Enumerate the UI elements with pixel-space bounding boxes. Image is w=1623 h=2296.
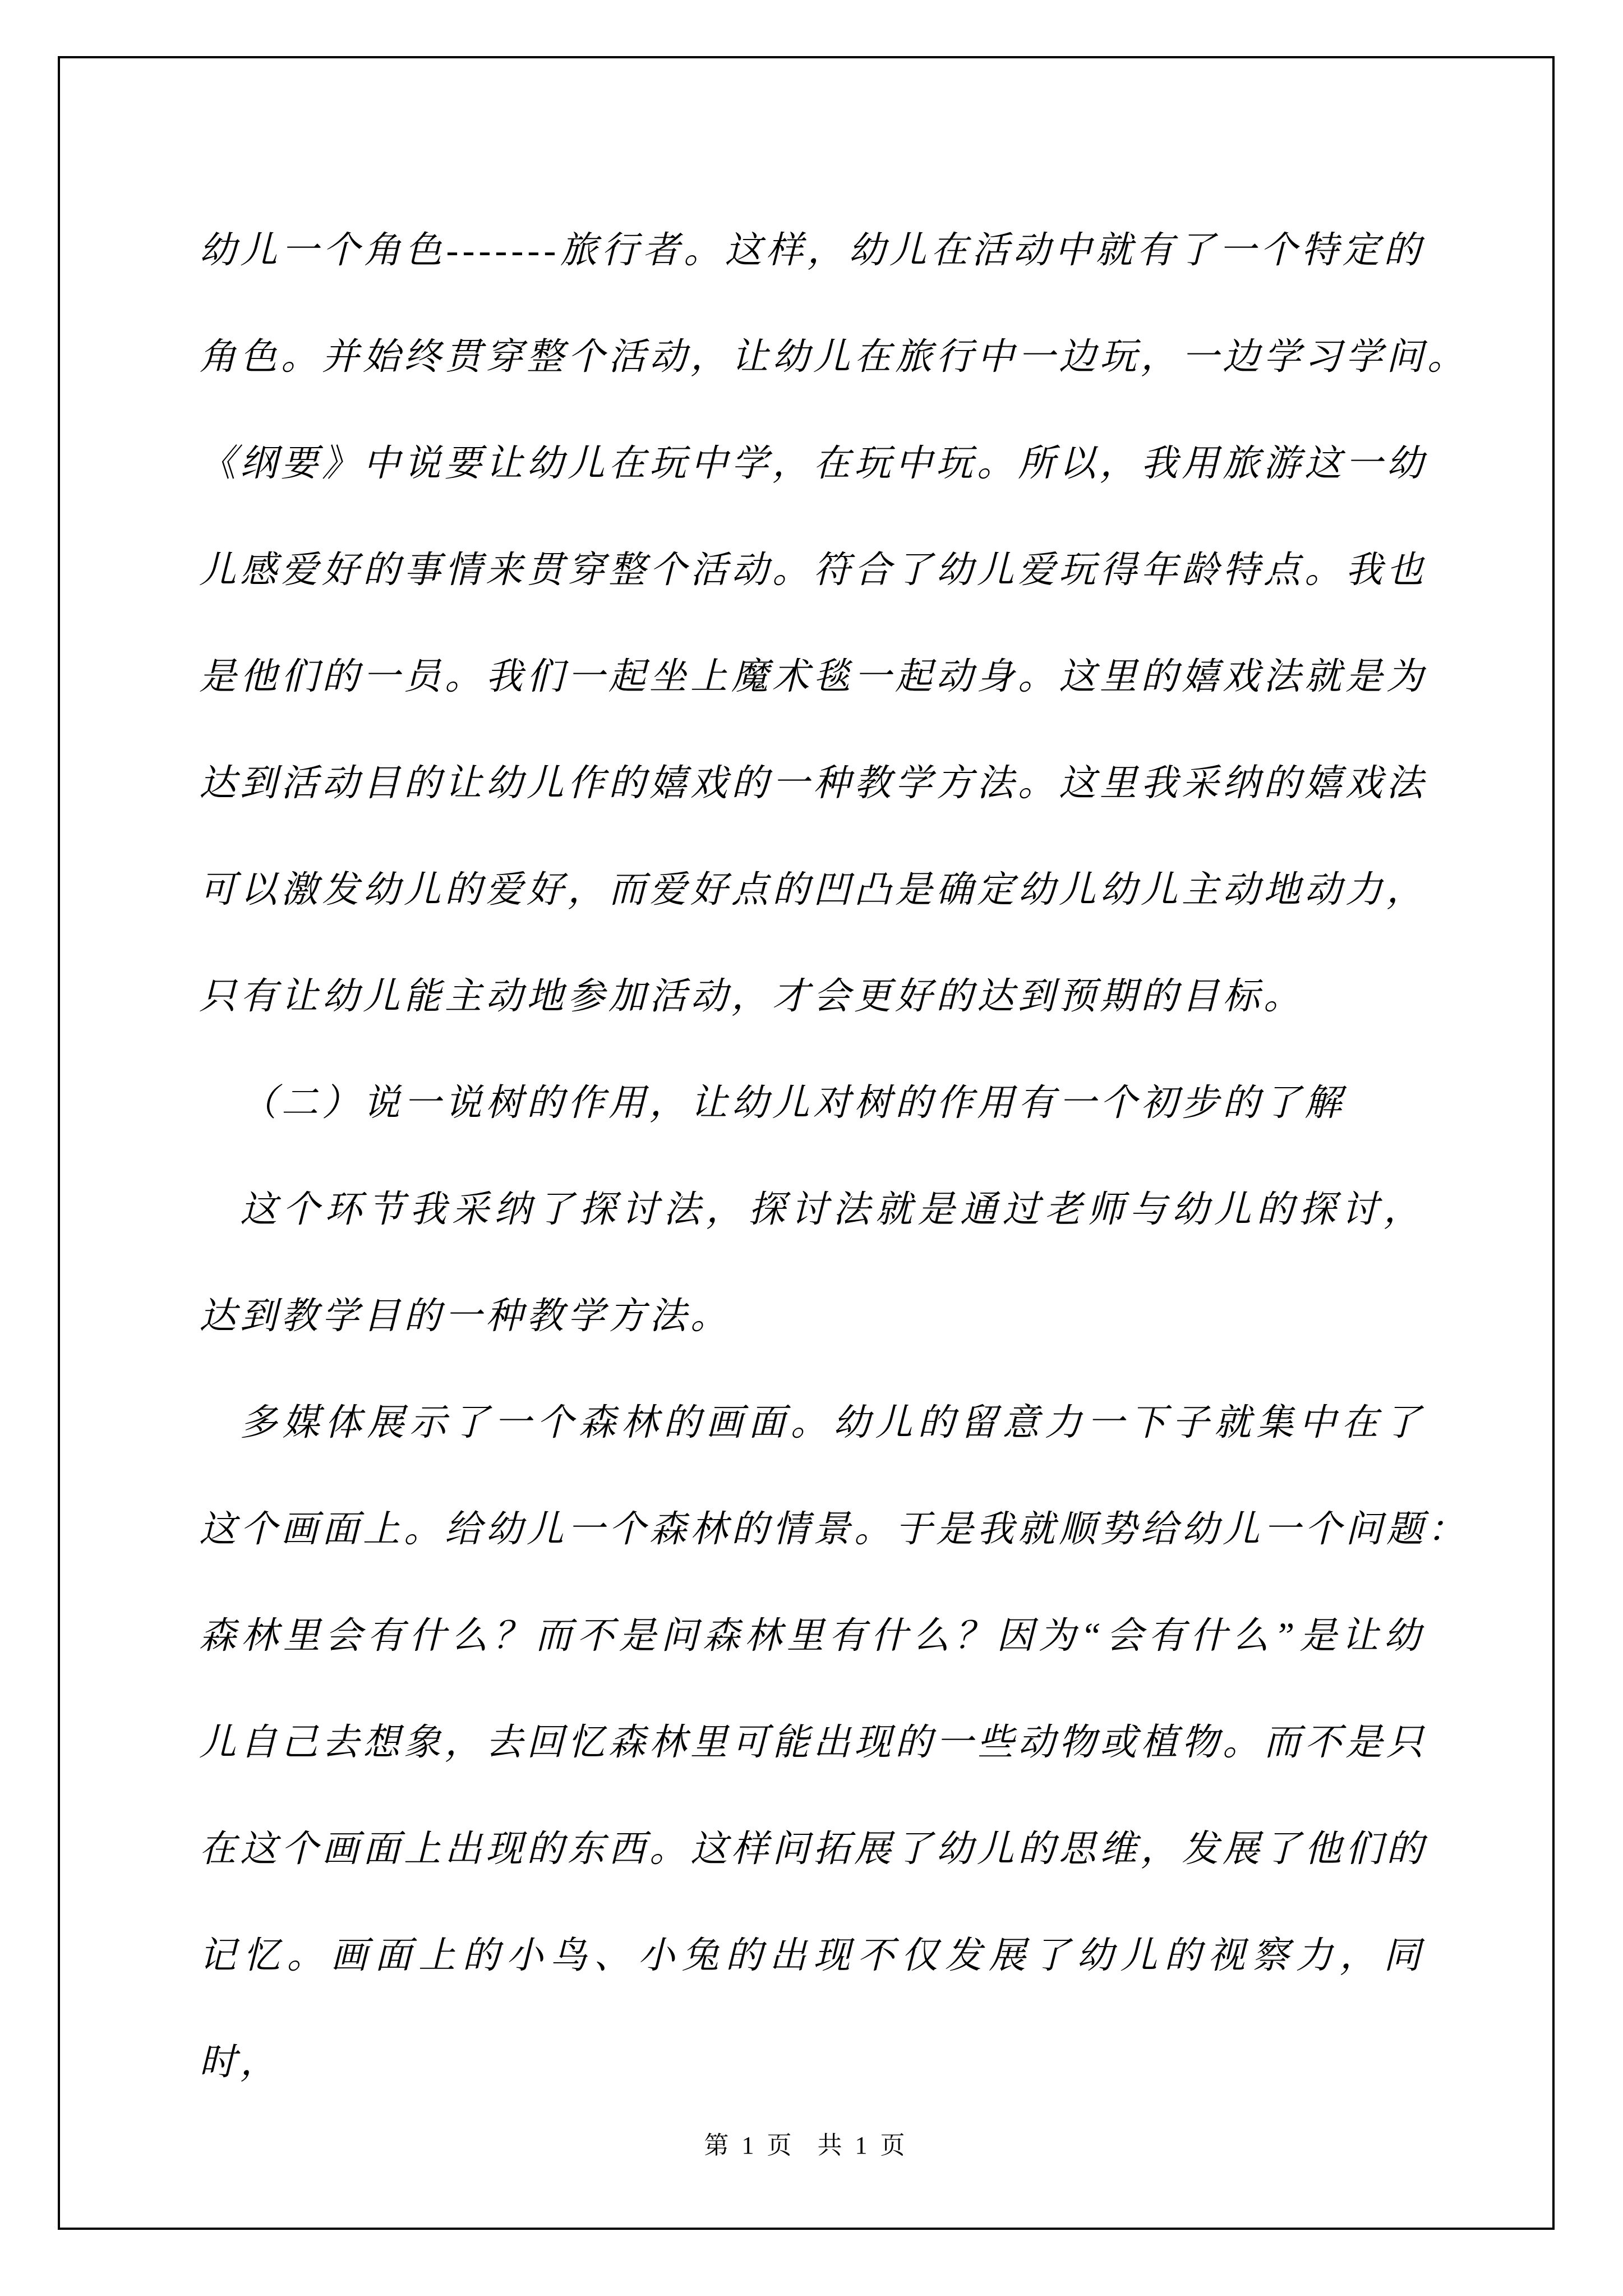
text-line: 是他们的一员。我们一起坐上魔术毯一起动身。这里的嬉戏法就是为	[199, 656, 1427, 697]
text-line: 儿自己去想象，去回忆森林里可能出现的一些动物或植物。而不是只	[199, 1722, 1427, 1763]
text-line: （二）说一说树的作用，让幼儿对树的作用有一个初步的了解	[240, 1083, 1345, 1124]
paragraph	[199, 197, 1468, 1050]
page-footer	[58, 2125, 1555, 2161]
text-line: 森林里会有什么？而不是问森林里有什么？因为“会有什么”是让幼	[199, 1616, 1424, 1657]
paragraph	[199, 1050, 1424, 1157]
paragraph	[199, 1370, 1468, 2083]
text-line: 达到教学目的一种教学方法。	[199, 1296, 731, 1337]
text-line: 儿感爱好的事情来贯穿整个活动。符合了幼儿爱玩得年龄特点。我也	[199, 550, 1427, 591]
text-block	[199, 197, 1468, 2083]
text-line: 这个画面上。给幼儿一个森林的情景。于是我就顺势给幼儿一个问题：	[199, 1509, 1468, 1550]
text-line: 《纲要》中说要让幼儿在玩中学，在玩中玩。所以，我用旅游这一幼	[199, 443, 1427, 484]
text-line: 多媒体展示了一个森林的画面。幼儿的留意力一下子就集中在了	[240, 1402, 1424, 1443]
footer-page-total: 共 1 页	[817, 2132, 909, 2159]
paragraph	[199, 1157, 1424, 1370]
text-line: 记忆。画面上的小鸟、小兔的出现不仅发展了幼儿的视察力，同时，	[199, 1935, 1424, 2083]
text-line: 可以激发幼儿的爱好，而爱好点的凹凸是确定幼儿幼儿主动地动力，	[199, 869, 1427, 910]
footer-page-number: 第 1 页	[704, 2132, 795, 2159]
text-line: 只有让幼儿能主动地参加活动，才会更好的达到预期的目标。	[199, 976, 1304, 1017]
text-line: 这个环节我采纳了探讨法，探讨法就是通过老师与幼儿的探讨，	[240, 1189, 1424, 1230]
text-line: 角色。并始终贯穿整个活动，让幼儿在旅行中一边玩，一边学习学问。	[199, 337, 1468, 378]
text-line: 幼儿一个角色-------旅行者。这样，幼儿在活动中就有了一个特定的	[199, 230, 1424, 271]
text-line: 达到活动目的让幼儿作的嬉戏的一种教学方法。这里我采纳的嬉戏法	[199, 763, 1427, 804]
text-line: 在这个画面上出现的东西。这样问拓展了幼儿的思维，发展了他们的	[199, 1829, 1427, 1870]
